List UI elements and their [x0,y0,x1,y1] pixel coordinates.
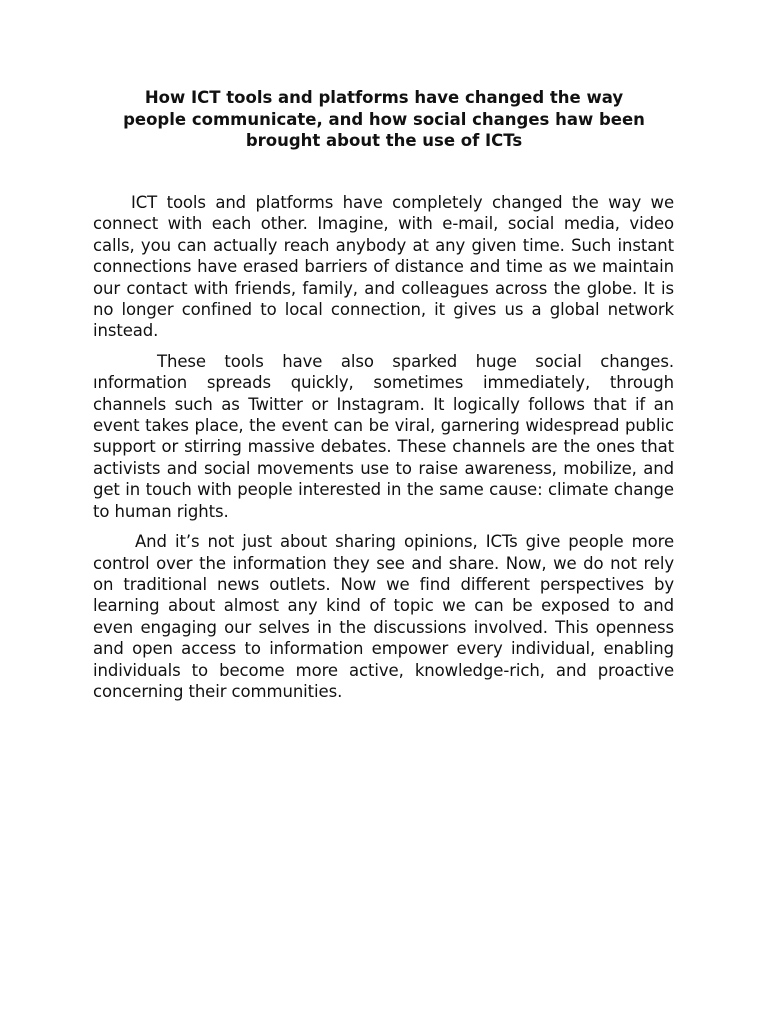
paragraph-2: These tools have also sparked huge social changes. ınformation spreads quickly, sometimes immediately, through channels such as Twitter or Instagram. It logically follows that if an event takes place, the event can be viral, garnering widespread public support or stirring massive debates. These channels are the ones that activists and social movements use to raise awareness, mobilize, and get in touch with people interested in the same cause: climate change to human rights. [93,351,674,521]
title-line-3: brought about the use of ICTs [245,131,523,150]
paragraph-3: And it’s not just about sharing opinions, ICTs give people more control over the information they see and share. Now, we do not rely on traditional news outlets. Now we find different perspectives by learning about almost any kind of topic we can be exposed to and even engaging our selves in the discussions involved. This openness and open access to information empower every individual, enabling individuals to become more active, knowledge-rich, and proactive concerning their communities. [93,532,674,701]
title-line-2: people communicate, and how social changes haw been [123,109,645,129]
title-line-1: How ICT tools and platforms have changed the way [144,88,624,107]
paragraph-1: ICT tools and platforms have completely changed the way we connect with each other. Imagine, with e-mail, social media, video calls, you can actually reach anybody at any given time. Such instant connections have erased barriers of distance and time as we maintain our contact with friends, family, and colleagues across the globe. It is no longer confined to local connection, it gives us a global network instead. [93,193,674,341]
document-body [93,192,674,711]
document-title [92,87,676,152]
